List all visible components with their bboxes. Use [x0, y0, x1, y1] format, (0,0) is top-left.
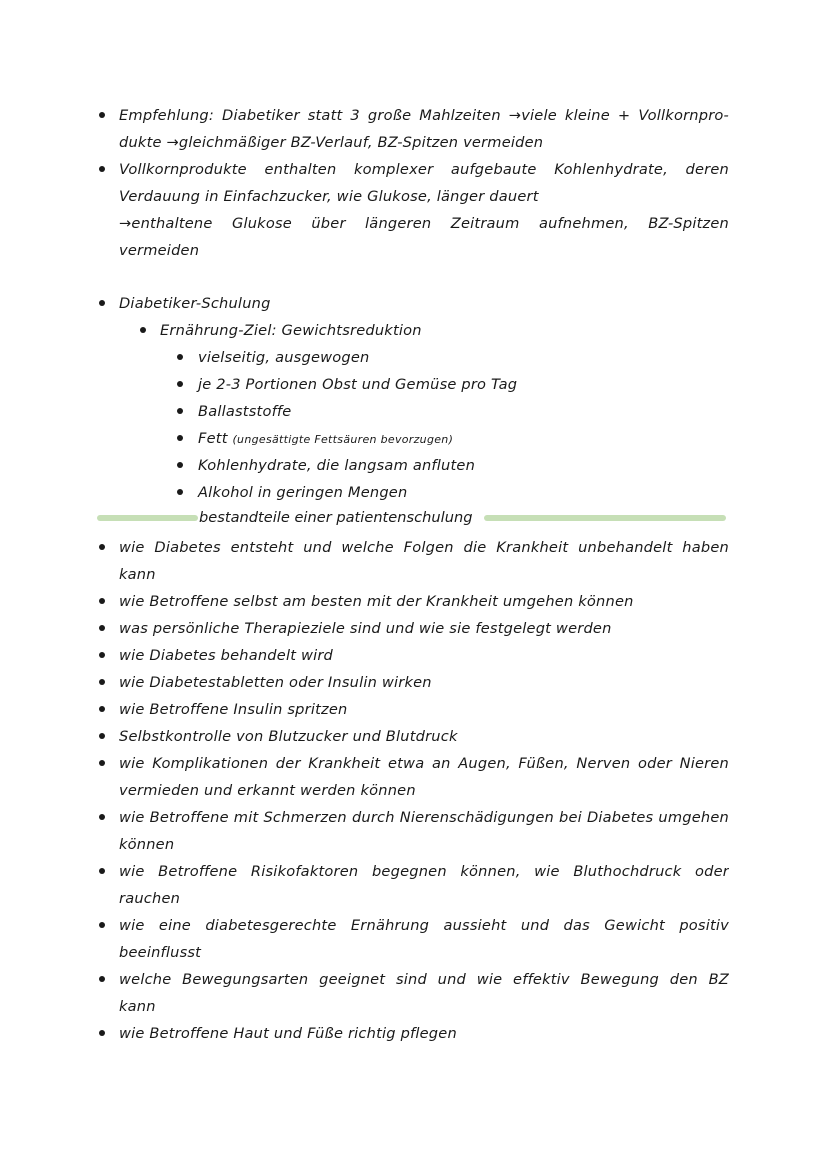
list-item [198, 425, 453, 452]
text-line: wie Diabetes behandelt wird [119, 647, 334, 664]
text-line: wie Diabetestabletten oder Insulin wirken [119, 674, 432, 691]
bullet-dot [99, 300, 105, 306]
text-line: dukte →gleichmäßiger BZ-Verlauf, BZ-Spitzen vermeiden [119, 134, 544, 151]
list-item: Alkohol in geringen Mengen [198, 484, 408, 501]
bullet-dot [99, 544, 105, 550]
text-line: wie Betroffene Haut und Füße richtig pflegen [119, 1025, 457, 1042]
bullet-dot [99, 1030, 105, 1036]
bullet-dot [99, 976, 105, 982]
text-line: kann [119, 566, 156, 583]
list-subtitle: Ernährung-Ziel: Gewichtsreduktion [160, 322, 422, 339]
bullet-dot [177, 354, 183, 360]
text-line: Selbstkontrolle von Blutzucker und Blutdruck [119, 728, 458, 745]
bullet-dot [140, 327, 146, 333]
text-line: Empfehlung: Diabetiker statt 3 große Mahlzeiten →viele kleine + Vollkornpro- [119, 107, 729, 124]
text-line: beeinflusst [119, 944, 202, 961]
bullet-dot [177, 435, 183, 441]
text-line: vermeiden [119, 242, 200, 259]
bullet-dot [99, 706, 105, 712]
text-line: wie Betroffene mit Schmerzen durch Nierenschädigungen bei Diabetes umgehen [119, 809, 729, 826]
text-line: wie Komplikationen der Krankheit etwa an Augen, Füßen, Nerven oder Nieren [119, 755, 729, 772]
bullet-dot [99, 679, 105, 685]
heading-bar-right [484, 515, 726, 521]
bullet-dot [99, 760, 105, 766]
list-item: je 2-3 Portionen Obst und Gemüse pro Tag [198, 376, 518, 393]
text-line: wie Betroffene selbst am besten mit der Krankheit umgehen können [119, 593, 634, 610]
bullet-dot [177, 462, 183, 468]
text-line: wie Betroffene Insulin spritzen [119, 701, 348, 718]
bullet-dot [99, 652, 105, 658]
text-line: kann [119, 998, 156, 1015]
list-item: Kohlenhydrate, die langsam anfluten [198, 457, 476, 474]
list-item-label: Fett [198, 430, 228, 447]
bullet-dot [177, 381, 183, 387]
text-line: vermieden und erkannt werden können [119, 782, 416, 799]
text-line: rauchen [119, 890, 181, 907]
text-line: wie Diabetes entsteht und welche Folgen die Krankheit unbehandelt haben [119, 539, 729, 556]
list-item: Ballaststoffe [198, 403, 292, 420]
fett-note: (ungesättigte Fettsäuren bevorzugen) [232, 433, 454, 446]
bullet-dot [177, 489, 183, 495]
bullet-dot [99, 112, 105, 118]
list-title: Diabetiker-Schulung [119, 295, 271, 312]
bullet-dot [99, 625, 105, 631]
heading-bar-left [97, 515, 198, 521]
text-line: können [119, 836, 175, 853]
bullet-dot [99, 922, 105, 928]
text-line: wie Betroffene Risikofaktoren begegnen können, wie Bluthochdruck oder [119, 863, 729, 880]
bullet-dot [99, 733, 105, 739]
list-item: vielseitig, ausgewogen [198, 349, 370, 366]
text-line: was persönliche Therapieziele sind und wie sie festgelegt werden [119, 620, 612, 637]
bullet-dot [177, 408, 183, 414]
text-line: Verdauung in Einfachzucker, wie Glukose, länger dauert [119, 188, 539, 205]
bullet-dot [99, 868, 105, 874]
text-line: Vollkornprodukte enthalten komplexer aufgebaute Kohlenhydrate, deren [119, 161, 729, 178]
section-heading: bestandteile einer patientenschulung [199, 509, 473, 526]
text-line: wie eine diabetesgerechte Ernährung aussieht und das Gewicht positiv [119, 917, 729, 934]
bullet-dot [99, 598, 105, 604]
text-line: welche Bewegungsarten geeignet sind und wie effektiv Bewegung den BZ [119, 971, 729, 988]
bullet-dot [99, 166, 105, 172]
bullet-dot [99, 814, 105, 820]
text-line: →enthaltene Glukose über längeren Zeitraum aufnehmen, BZ-Spitzen [119, 215, 729, 232]
